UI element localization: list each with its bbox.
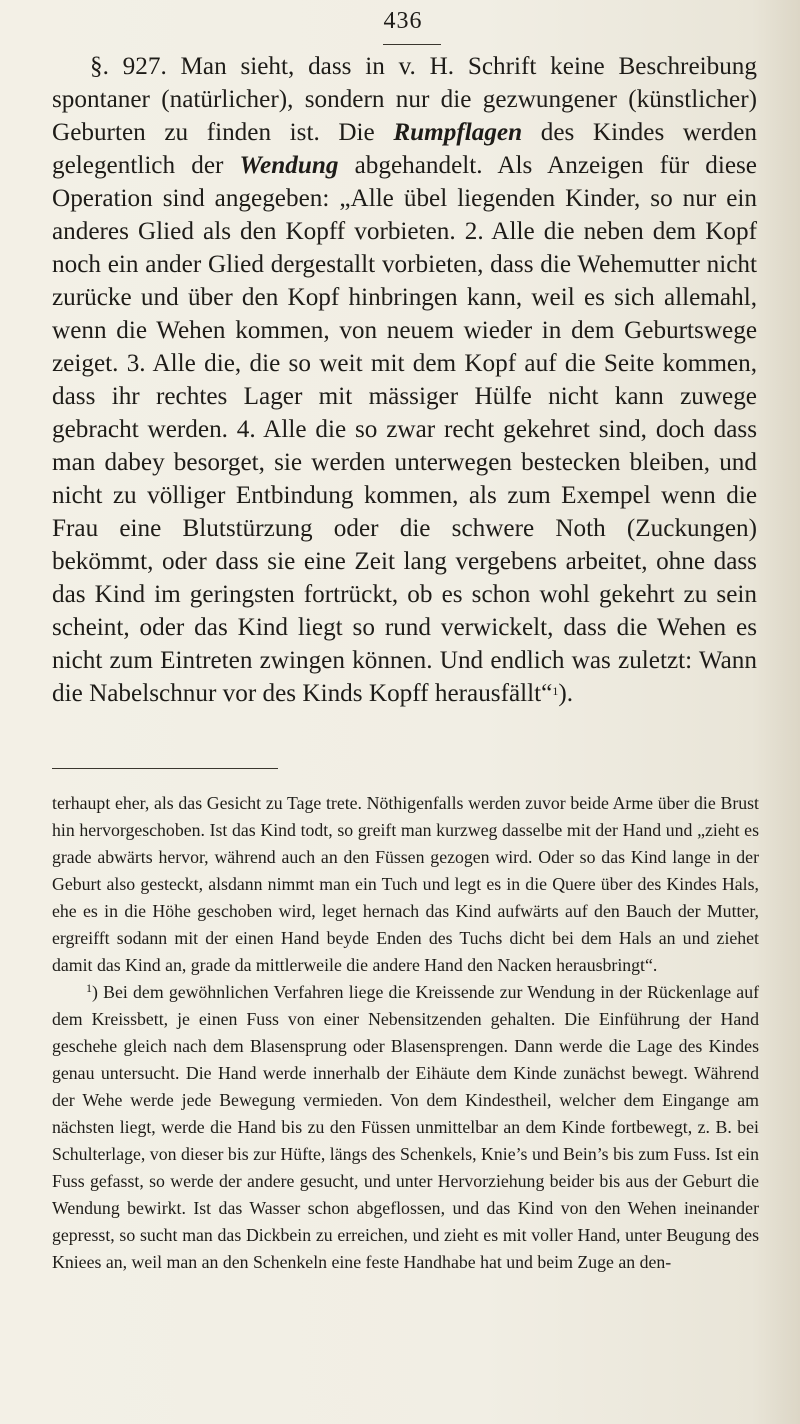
main-text [52,50,757,710]
footnote-continuation: terhaupt eher, als das Gesicht zu Tage trete. Nöthigenfalls werden zuvor beide Arme über die Brust hin hervorgeschoben. Ist das Kind todt, so greift man kurzweg dasselbe mit der Hand und „zieht es grade abwärts hervor, während auch an den Füssen gezogen wird. Oder so das Kind lange in der Geburt also gesteckt, alsdann nimmt man ein Tuch und legt es in die Quere über des Kindes Hals, ehe es in die Höhe geschoben wird, leget hernach das Kind aufwärts auf den Bauch der Mutter, ergreifft sodann mit der einen Hand beyde Enden des Tuchs dicht bei dem Hals an und ziehet damit das Kind an, grade da mittlerweile die andere Hand den Nacken herausbringt“. [52,793,759,975]
emphasis-rumpflagen: Rumpflagen [393,119,523,146]
paragraph-end: ). [558,680,574,707]
paragraph-text-3: abgehandelt. Als Anzeigen für diese Operation sind angegeben: „Alle übel liegenden Kinder, so nur ein anderes Glied als den Kopff vorbieten. 2. Alle die neben dem Kopf noch ein ander Glied dergestallt vorbieten, dass die Wehemutter nicht zurücke und über den Kopf hinbringen kann, weil es sich allemahl, wenn die Wehen kommen, von neuem wieder in dem Geburtswege zeiget. 3. Alle die, die so weit mit dem Kopf auf die Seite kommen, dass ihr rechtes Lager mit mässiger Hülfe nicht kann zuwege gebracht werden. 4. Alle die so zwar recht gekehret sind, doch dass man dabey besorget, sie werden unterwegen bestecken bleiben, und nicht zu völliger Entbindung kommen, als zum Exempel wenn die Frau eine Blutstürzung oder die schwere Noth (Zuckungen) bekömmt, oder dass sie eine Zeit lang vergebens arbeitet, ohne dass das Kind im geringsten fortrückt, ob es schon wohl gekehrt zu sein scheint, oder das Kind liegt so rund verwickelt, dass die Wehen es nicht zum Eintreten zwingen können. Und endlich was zuletzt: Wann die Nabelschnur vor des Kinds Kopff herausfällt“ [52,152,757,707]
footnote-1 [52,979,759,1276]
emphasis-wendung: Wendung [239,152,339,179]
paragraph-text-1: §. 927. Man sieht, dass in v. H. Schrift keine Beschreibung spontaner (natürlicher), sondern nur die gezwungener (künstlicher) Geburten zu finden ist. Die [52,53,757,146]
footnote-1-text: ) Bei dem gewöhnlichen Verfahren liege die Kreissende zur Wendung in der Rückenlage auf dem Kreissbett, je einen Fuss von einer Nebensitzenden gehalten. Die Einführung der Hand geschehe gleich nach dem Blasensprung oder Blasensprengen. Dann werde die Lage des Kindes genau untersucht. Die Hand werde innerhalb der Eihäute dem Kinde zunächst bewegt. Während der Wehe werde jede Bewegung vermieden. Von dem Kindestheil, welcher dem Eingange am nächsten liegt, werde die Hand bis zu den Füssen unmittelbar an dem Kinde fortbewegt, z. B. bei Schulterlage, von dieser bis zur Hüfte, längs des Schenkels, Knie’s und Bein’s bis zum Fuss. Ist ein Fuss gefasst, so werde der andere gesucht, und unter Hervorziehung beider bis aus der Geburt die Wendung bewirkt. Ist das Wasser schon abgeflossen, und das Kind von den Wehen ineinander gepresst, so sucht man das Dickbein zu erreichen, und zieht es mit voller Hand, unter Beugung des Kniees an, weil man an den Schenkeln eine feste Handhabe hat und beim Zuge an den- [52,982,759,1272]
page-number-underline [383,44,441,45]
footnote-marker: 1 [86,981,92,995]
section-paragraph [52,50,757,710]
paragraph-text-2: des Kindes werden gelegentlich der [52,119,757,179]
footnote-separator [52,768,278,769]
footnote-reference: 1 [552,684,559,698]
page-number: 436 [383,8,423,34]
footnotes [52,790,759,1276]
